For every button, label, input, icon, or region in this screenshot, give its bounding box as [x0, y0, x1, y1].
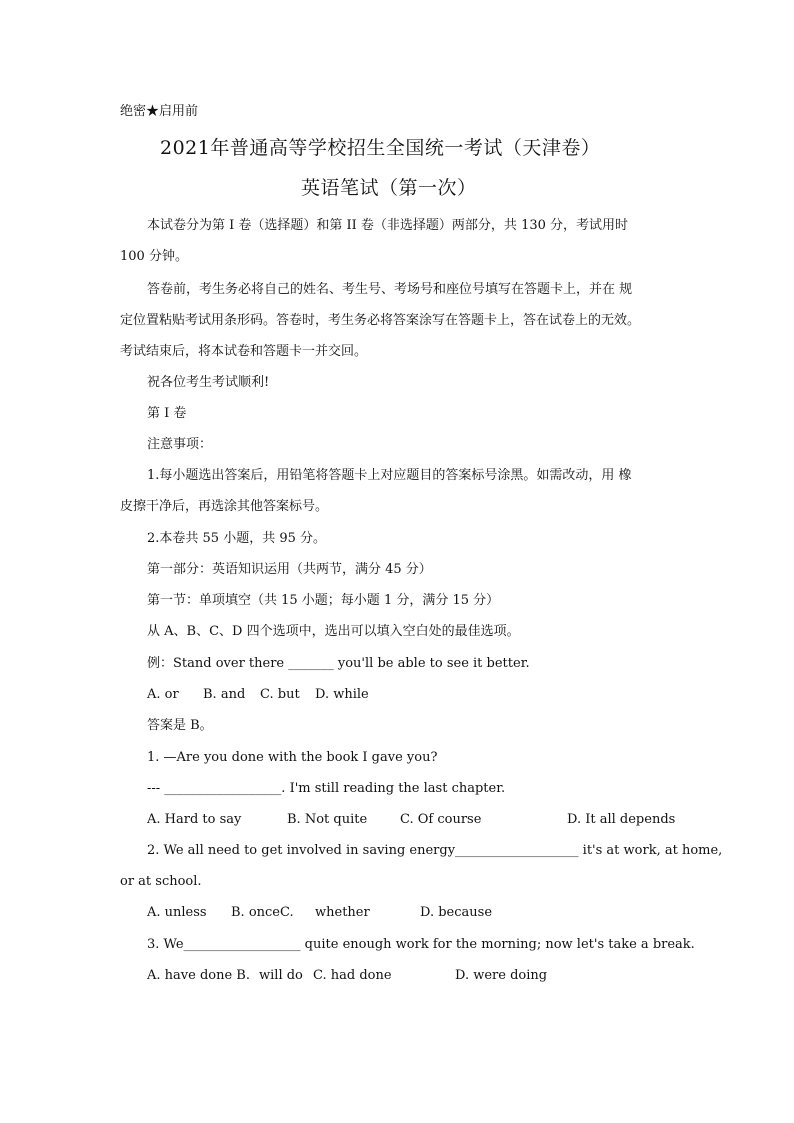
question-1-option-b: B. Not quite [287, 812, 368, 827]
section-title: 第一部分：英语知识运用（共两节，满分 45 分） [147, 562, 432, 577]
question-2-option-b: B. onceC. [231, 905, 294, 920]
note-2: 2.本卷共 55 小题，共 95 分。 [147, 531, 327, 546]
question-1-options [147, 812, 675, 828]
note-1-line-2: 皮擦干净后，再选涂其他答案标号。 [120, 499, 329, 514]
question-2-stem-continued: or at school. [120, 874, 202, 889]
example-stem: 例：Stand over there _______ you'll be able to see it better. [147, 656, 530, 671]
intro-paragraph-1-line-2: 100 分钟。 [120, 249, 188, 264]
question-1-option-c: C. Of course [400, 812, 482, 827]
instruction: 从 A、B、C、D 四个选项中，选出可以填入空白处的最佳选项。 [147, 624, 520, 639]
question-3-option-c: C. had done [313, 968, 392, 983]
notes-label: 注意事项： [147, 437, 213, 452]
example-option-a: A. or [147, 687, 179, 702]
question-3-stem: 3. We__________________ quite enough work for the morning; now let's take a break. [147, 937, 695, 952]
intro-paragraph-2-line-2: 定位置粘贴考试用条形码。答卷时，考生务必将答案涂写在答题卡上，答在试卷上的无效。 [120, 313, 641, 328]
question-3-options [147, 968, 547, 984]
question-3-option-a: A. have done B. [147, 968, 250, 983]
question-2-stem: 2. We all need to get involved in saving energy___________________ it's at work, at home, [147, 843, 723, 858]
intro-paragraph-2-line-3: 考试结束后，将本试卷和答题卡一并交回。 [120, 344, 368, 359]
example-option-c: C. but [260, 687, 300, 702]
subsection-title: 第一节：单项填空（共 15 小题；每小题 1 分，满分 15 分） [147, 593, 500, 608]
part-1-label: 第 I 卷 [147, 406, 187, 421]
intro-paragraph-2-line-1: 答卷前，考生务必将自己的姓名、考生号、考场号和座位号填写在答题卡上，并在 规 [147, 282, 633, 297]
example-options [147, 687, 369, 703]
question-3-option-b: will do [259, 968, 303, 983]
question-2-options [147, 905, 492, 921]
question-1-option-d: D. It all depends [567, 812, 676, 827]
example-option-d: D. while [315, 687, 369, 702]
question-2-option-a: A. unless [147, 905, 207, 920]
confidential-label: 绝密★启用前 [120, 104, 199, 119]
example-option-b: B. and [203, 687, 246, 702]
good-luck-wish: 祝各位考生考试顺利! [147, 375, 270, 390]
question-1-option-a: A. Hard to say [147, 812, 242, 827]
question-3-option-d: D. were doing [455, 968, 548, 983]
exam-title: 2021年普通高等学校招生全国统一考试（天津卷） [160, 137, 601, 159]
question-1-stem: 1. —Are you done with the book I gave you? [147, 750, 438, 765]
intro-paragraph-1-line-1: 本试卷分为第 I 卷（选择题）和第 II 卷（非选择题）两部分，共 130 分，考试用时 [147, 218, 629, 233]
question-2-option-c: whether [315, 905, 370, 920]
example-answer: 答案是 B。 [147, 718, 213, 733]
question-1-reply: --- __________________. I'm still reading the last chapter. [147, 781, 506, 796]
exam-subtitle: 英语笔试（第一次） [301, 177, 477, 199]
note-1-line-1: 1.每小题选出答案后，用铅笔将答题卡上对应题目的答案标号涂黑。如需改动，用 橡 [147, 468, 632, 483]
question-2-option-d: D. because [420, 905, 493, 920]
